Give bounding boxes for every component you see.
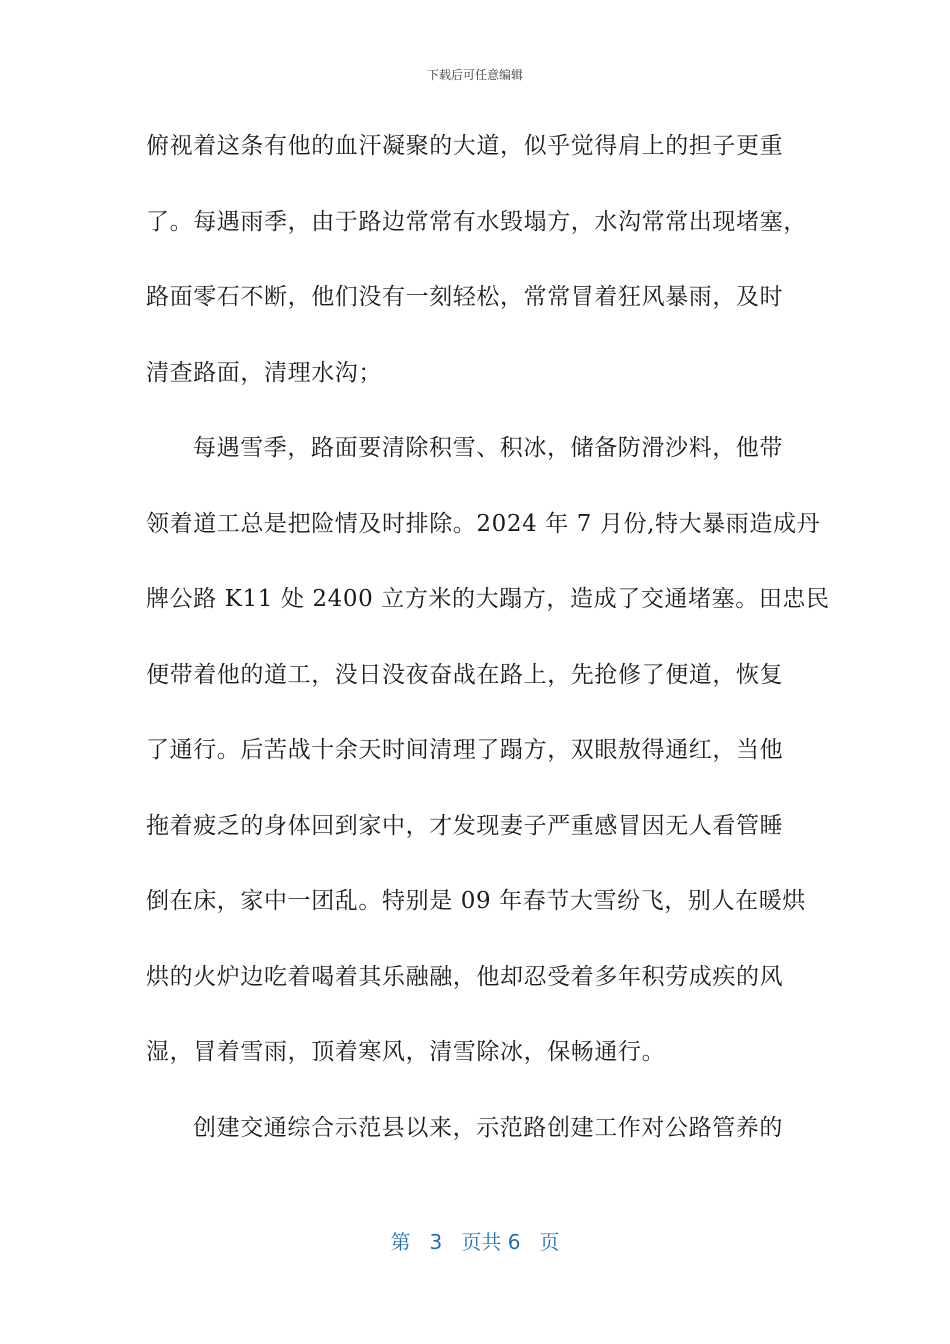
text-line-1: 俯视着这条有他的血汗凝聚的大道，似乎觉得肩上的担子更重 <box>146 133 784 159</box>
text-line-14: 创建交通综合示范县以来，示范路创建工作对公路管养的 <box>193 1114 783 1141</box>
text-line-11: 倒在床，家中一团乱。特别是 09 年春节大雪纷飞，别人在暖烘 <box>146 888 806 914</box>
header-note: 下载后可任意编辑 <box>426 68 523 82</box>
text-line-4: 清查路面，清理水沟； <box>146 359 382 386</box>
text-line-13: 湿，冒着雪雨，顶着寒风，清雪除冰，保畅通行。 <box>146 1039 666 1065</box>
page-footer <box>0 1226 950 1255</box>
current-page-number: 3 <box>429 1230 443 1254</box>
text-line-5: 每遇雪季，路面要清除积雪、积冰，储备防滑沙料，他带 <box>193 435 783 461</box>
document-body <box>146 126 830 1183</box>
text-line-12: 烘的火炉边吃着喝着其乐融融，他却忍受着多年积劳成疾的风 <box>146 963 784 990</box>
page-label-prefix: 第 <box>390 1230 411 1254</box>
text-line-10: 拖着疲乏的身体回到家中，才发现妻子严重感冒因无人看管睡 <box>146 812 784 839</box>
text-line-9: 了通行。后苦战十余天时间清理了蹋方，双眼敖得通红，当他 <box>146 737 784 763</box>
page-label-middle: 页共 <box>461 1230 502 1254</box>
page-label-suffix: 页 <box>539 1230 560 1254</box>
text-line-2: 了。每遇雨季，由于路边常常有水毁塌方，水沟常常出现堵塞， <box>146 208 807 235</box>
text-line-8: 便带着他的道工，没日没夜奋战在路上，先抢修了便道，恢复 <box>146 661 784 688</box>
text-line-6: 领着道工总是把险情及时排除。2024 年 7 月份,特大暴雨造成丹 <box>146 510 821 537</box>
text-line-7: 牌公路 K11 处 2400 立方米的大蹋方，造成了交通堵塞。田忠民 <box>146 586 830 612</box>
total-page-count: 6 <box>507 1230 521 1254</box>
text-line-3: 路面零石不断，他们没有一刻轻松，常常冒着狂风暴雨，及时 <box>146 284 784 310</box>
